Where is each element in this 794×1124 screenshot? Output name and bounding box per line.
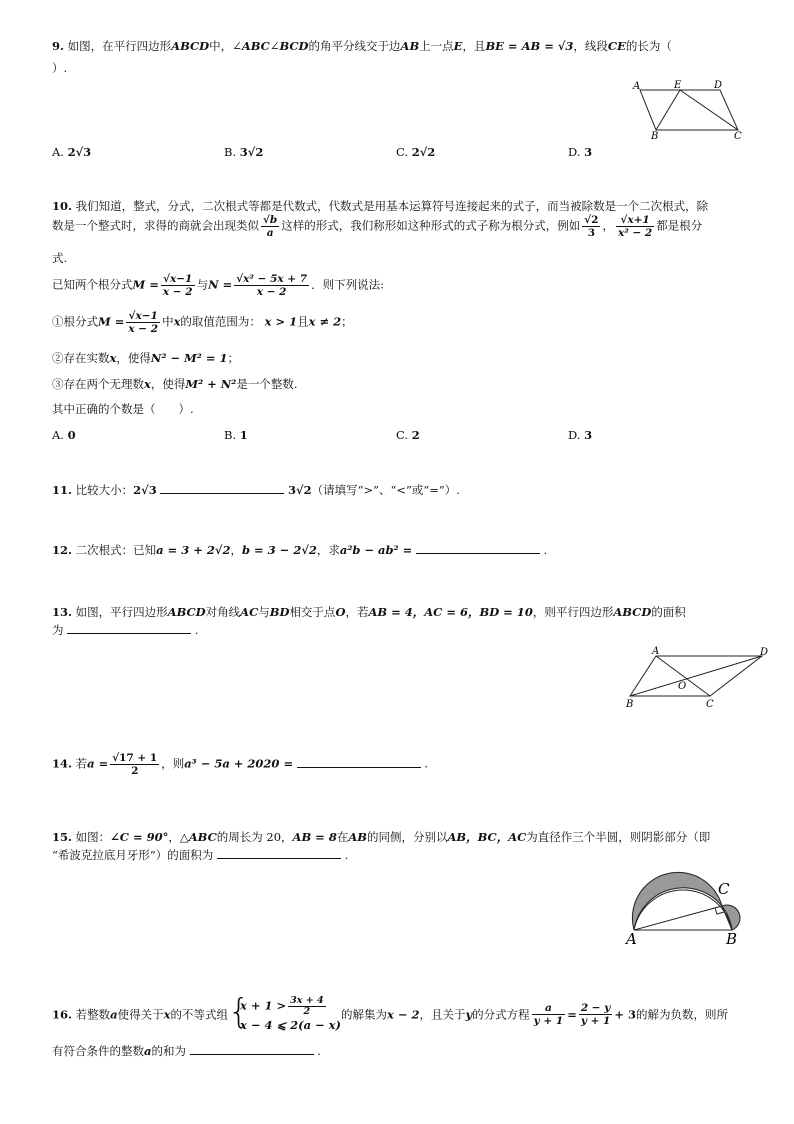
q13-values: AB = 4，AC = 6，BD = 10 [368,605,533,619]
q13-text: 与 [258,605,270,619]
q15-text: . [344,848,349,862]
q15-text: “希波克拉底月牙形”）的面积为 [52,848,214,862]
q12-answer-blank[interactable] [416,542,540,554]
q13-bd: BD [269,605,290,619]
q13-o: O [335,605,346,619]
q16-text: 有符合条件的整数 [52,1044,144,1058]
option-label: B. [224,145,237,159]
q10-text: ； [341,314,353,329]
q9-text: 的长为（ [625,39,672,53]
q9-option-c[interactable] [396,145,435,159]
option-value: 2 [411,428,420,442]
q15-abc: ABC [188,830,217,844]
q16-ineq1-frac [288,996,325,1017]
q10-m-label: M = [132,277,159,292]
q13-text: 的面积 [651,605,686,619]
q15-figure [622,864,752,946]
option-label: D. [568,428,581,442]
q16-line2 [52,1043,321,1059]
q13-text: 如图，平行四边形 [75,605,168,619]
q9-text: ，线段 [573,39,608,53]
q9-text: ∠ [269,39,280,53]
q16-text: 的解为负数，则所 [636,1007,729,1022]
option-value: 2√2 [411,145,436,159]
q15-text: 的同侧，分别以 [366,830,448,844]
option-value: 0 [67,428,76,442]
frac-num: √b [263,214,278,226]
frac-den: x² − 2 [617,227,653,239]
q9-bcd: BCD [279,39,309,53]
q12-text: ，求 [316,543,340,557]
q9-option-b[interactable] [224,145,263,159]
q10-text: ①根分式 [52,314,98,329]
q10-text: ，使得 [150,377,186,391]
frac-num: √2 [584,214,599,226]
q15-line2 [52,847,348,863]
q10-line1 [52,198,708,214]
q9-fig-d: D [714,80,723,91]
q10-m-frac [161,273,195,298]
q10-text: 的取值范围为： [180,314,261,329]
q14-a-label: a = [87,756,109,771]
q16-math: x + 1 > [239,998,287,1013]
q13-text: 为 [52,623,64,637]
q16-text: ，且关于 [419,1007,466,1022]
q16-text: . [317,1044,321,1058]
q15-sides: AB，BC，AC [447,830,527,844]
q16-answer-blank[interactable] [190,1043,314,1055]
q16-math: = [567,1007,577,1022]
q10-statement-3 [52,376,297,392]
q16-math: + 3 [614,1007,637,1022]
q9-text: ，且 [462,39,486,53]
frac-num: 2 − y [580,1002,611,1014]
q13-text: 相交于点 [289,605,336,619]
q15-fig-c: C [718,880,730,898]
option-label: C. [396,145,409,159]
q16-eq-left [532,1002,566,1027]
q14-frac [110,752,159,777]
q10-text: 是一个整数. [236,377,298,391]
q14-number: 14. [52,756,73,771]
q12-b-eq: b = 3 − 2√2 [241,543,317,557]
q11-left: 2√3 [133,483,157,497]
q12-text: . [543,543,548,557]
q16-system [227,992,341,1033]
q15-number: 15. [52,830,73,844]
q9-option-a[interactable] [52,145,91,159]
q10-text: 数是一个整式时，求得的商就会出现类似 [52,218,259,233]
q16-var: a [110,1007,118,1022]
q9-fig-c: C [734,131,742,140]
q15-text: 为直径作三个半圆，则阴影部分（即 [526,830,711,844]
q15-text: 的周长为 20， [216,830,293,844]
frac-num: √x−1 [126,310,160,323]
q9-line2: ）. [52,61,68,75]
q10-var: x [173,314,181,329]
q10-number: 10. [52,199,73,213]
q10-m-label: M = [98,314,125,329]
q15-fig-b: B [726,930,738,946]
q13-text: ，若 [345,605,369,619]
q16-text: 的和为 [151,1044,186,1058]
frac-num: √x−1 [161,273,195,286]
q14-text: . [424,756,429,771]
q15-ab-eq: AB = 8 [292,830,337,844]
q9-text: 中，∠ [209,39,242,53]
q10-var: x [144,377,151,391]
q12-number: 12. [52,543,73,557]
q16-var: a [144,1044,152,1058]
q10-text: ； [227,351,239,365]
q10-frac1 [261,214,279,239]
q10-option-b[interactable] [224,428,248,442]
q14-answer-blank[interactable] [297,756,421,768]
q10-line2 [52,214,702,239]
q15-fig-a: A [626,930,637,946]
q9-line1 [52,38,672,54]
q13-fig-a: A [652,646,660,657]
q16-var: x [163,1007,171,1022]
frac-num: √x² − 5x + 7 [236,273,308,285]
option-label: A. [52,428,64,442]
q12-expr: a²b − ab² = [339,543,413,557]
q9-text: 的角平分线交于边 [308,39,401,53]
q13-fig-c: C [706,699,714,710]
q14 [52,752,428,777]
q10-text: 与 [196,277,209,292]
q9-e: E [453,39,463,53]
frac-num: a [532,1002,566,1015]
frac-den: y + 1 [533,1015,564,1027]
q16-ineq2: x − 4 ⩽ 2(a − x) [239,1018,341,1032]
q9-ce: CE [607,39,626,53]
q14-expr: a³ − 5a + 2020 = [184,756,294,771]
q15-answer-blank[interactable] [217,847,341,859]
q10-line3: 式. [52,251,68,265]
q10-n-frac [234,273,309,298]
q9-text: 上一点 [419,39,454,53]
q9-text: 如图，在平行四边形 [67,39,172,53]
q12-text: ， [230,543,242,557]
q10-text: ③存在两个无理数 [52,377,144,391]
q15-text: 如图： [75,830,111,844]
q13-text: 对角线 [205,605,241,619]
q13-fig-d: D [760,647,769,658]
q9-condition: BE = AB = √3 [485,39,574,53]
q10-statement-2 [52,350,239,366]
q16-var: y [465,1007,473,1022]
frac-den: 2 [131,765,139,777]
q11-text: （请填写“>”、“<”或“=”）. [311,483,460,497]
q13-answer-blank[interactable] [67,622,191,634]
q16-text: 的不等式组 [170,1007,228,1022]
frac-num: √x+1 [616,214,654,227]
q16-sol: x − 2 [386,1007,420,1022]
q13-text: ，则平行四边形 [532,605,614,619]
q10-text: ．则下列说法: [311,277,384,292]
q9-figure [628,78,746,140]
q15-text: 在 [336,830,349,844]
q10-m-frac [126,310,160,335]
frac-den: x − 2 [162,286,193,298]
q11-right: 3√2 [288,483,312,497]
q16-ineq1 [240,996,341,1017]
frac-den: 3 [587,227,596,239]
option-value: 2√3 [67,145,92,159]
q9-abc: ABC [241,39,270,53]
q10-text: ， [602,218,614,233]
q10-ask: 其中正确的个数是（ ）. [52,402,194,416]
q9-fig-a: A [633,81,641,92]
q16-text: 若整数 [75,1007,111,1022]
q10-math: M² + N² [185,377,237,391]
q10-n-label: N = [208,277,233,292]
q13-line2 [52,622,198,638]
q15-line1 [52,829,710,845]
q10-frac2 [582,214,600,239]
q16-line1 [52,992,729,1033]
q14-text: ，则 [161,756,185,771]
q9-number: 9. [52,39,65,53]
q13-fig-b: B [626,699,634,710]
frac-den: y + 1 [580,1015,611,1027]
q10-option-c[interactable] [396,428,420,442]
q16-text: 使得关于 [117,1007,164,1022]
frac-den: a [266,227,274,239]
q10-text: ，使得 [116,351,151,365]
option-label: B. [224,428,237,442]
q13-abcd: ABCD [613,605,652,619]
option-label: A. [52,145,64,159]
q10-text: 中 [162,314,174,329]
frac-den: 2 [303,1006,311,1017]
q13-fig-o: O [678,681,687,692]
q15-angle: ∠C = 90° [110,830,169,844]
option-value: 3√2 [239,145,264,159]
option-label: C. [396,428,409,442]
q13-number: 13. [52,605,73,619]
q10-text: ②存在实数 [52,351,110,365]
q13-ac: AC [240,605,259,619]
q10-var: x [109,351,117,365]
q11-number: 11. [52,483,73,497]
q15-text: ，△ [168,830,189,844]
q9-ab: AB [400,39,420,53]
q13-abcd: ABCD [167,605,206,619]
q14-text: 若 [75,756,88,771]
q12-a-eq: a = 3 + 2√2 [156,543,231,557]
q11-text: 比较大小： [75,483,134,497]
q13-figure [620,644,772,710]
q15-ab: AB [348,830,367,844]
q10-math: N² − M² = 1 [150,351,228,365]
q11 [52,482,460,498]
option-value: 1 [239,428,248,442]
q10-text: 这样的形式，我们称形如这种形式的式子称为根分式，例如 [281,218,581,233]
frac-num: 3x + 4 [290,995,324,1006]
q10-text: 我们知道，整式，分式，二次根式等都是代数式，代数式是用基本运算符号连接起来的式子，而当被除数是一个二次根式，除 [75,199,709,213]
option-value: 3 [584,428,593,442]
option-value: 3 [584,145,593,159]
q9-abcd: ABCD [171,39,210,53]
q10-text: 已知两个根分式 [52,277,133,292]
q9-fig-b: B [651,131,659,140]
q10-text: 且 [297,314,309,329]
q10-known [52,273,384,298]
q12 [52,542,547,558]
frac-den: x − 2 [256,286,287,298]
q10-math: x > 1 [264,314,298,329]
q10-math: x ≠ 2 [308,314,342,329]
q10-option-d[interactable] [568,428,592,442]
q10-text: 都是根分 [656,218,703,233]
q13-line1 [52,604,686,620]
q16-eq-right [579,1002,613,1027]
q12-text: 二次根式：已知 [75,543,157,557]
q10-frac3 [616,214,654,239]
brace-icon: { [227,992,250,1032]
option-label: D. [568,145,581,159]
q16-text: 的解集为 [340,1007,387,1022]
frac-num: √17 + 1 [112,752,158,764]
q9-fig-e: E [674,80,682,91]
frac-den: x − 2 [128,323,159,335]
q9-option-d[interactable] [568,145,592,159]
q10-statement-1 [52,310,353,335]
q13-text: . [194,623,199,637]
q16-text: 的分式方程 [472,1007,530,1022]
q11-answer-blank[interactable] [160,482,284,494]
q16-number: 16. [52,1007,73,1022]
q10-option-a[interactable] [52,428,76,442]
